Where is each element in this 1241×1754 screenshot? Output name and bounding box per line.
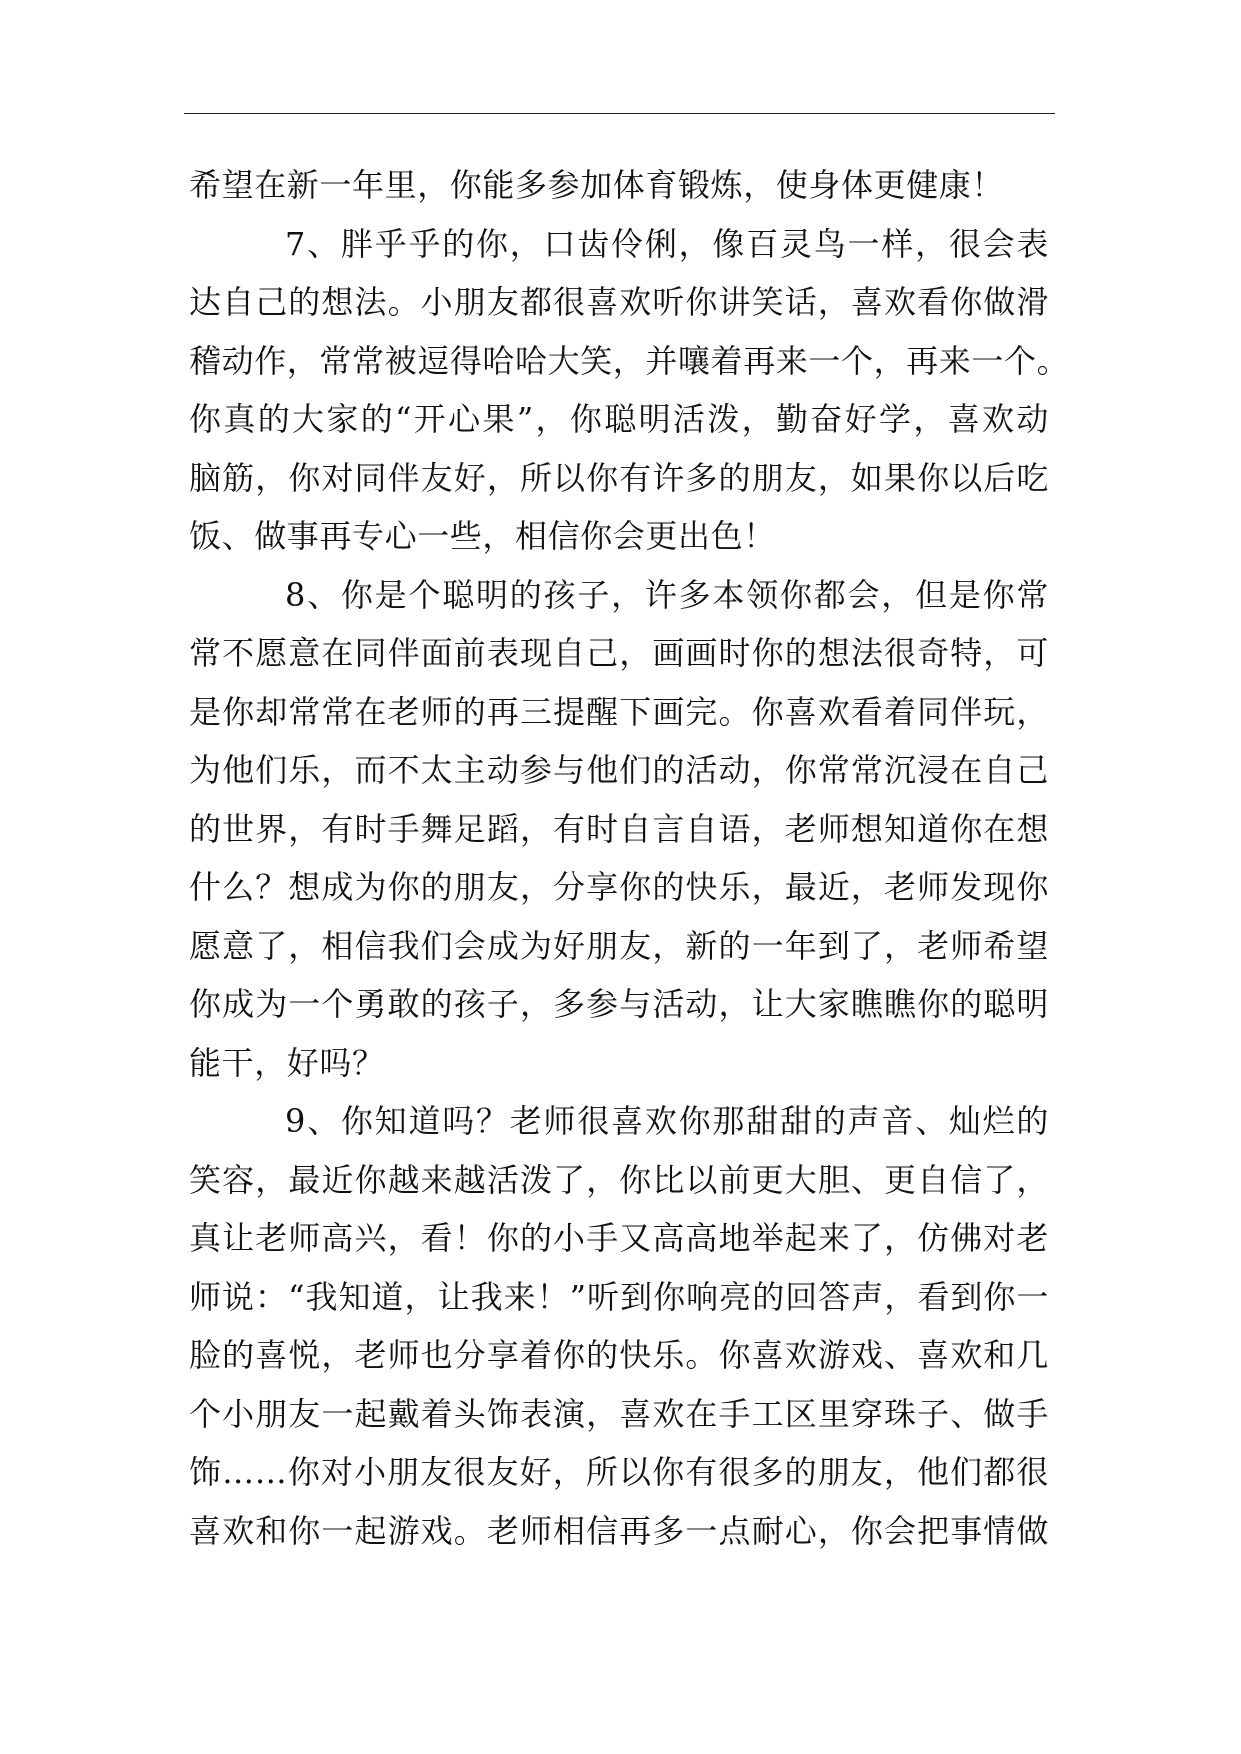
text-line: 师说：“我知道，让我来！”听到你响亮的回答声，看到你一 (189, 1277, 1049, 1316)
text-line: 为他们乐，而不太主动参与他们的活动，你常常沉浸在自己 (189, 751, 1049, 789)
text-line: 什么？想成为你的朋友，分享你的快乐，最近，老师发现你 (189, 868, 1049, 906)
text-line: 愿意了，相信我们会成为好朋友，新的一年到了，老师希望 (189, 926, 1049, 965)
document-body (189, 156, 1070, 1560)
text-line: 笑容，最近你越来越活泼了，你比以前更大胆、更自信了， (189, 1160, 1049, 1199)
text-line: 脑筋，你对同伴友好，所以你有许多的朋友，如果你以后吃 (189, 458, 1049, 497)
text-line: 真让老师高兴，看！你的小手又高高地举起来了，仿佛对老 (189, 1219, 1049, 1257)
header-rule (184, 113, 1055, 114)
text-line: 你成为一个勇敢的孩子，多参与活动，让大家瞧瞧你的聪明 (189, 985, 1049, 1023)
text-line: 脸的喜悦，老师也分享着你的快乐。你喜欢游戏、喜欢和几 (189, 1336, 1049, 1374)
text-line: 达自己的想法。小朋友都很喜欢听你讲笑话，喜欢看你做滑 (189, 283, 1049, 321)
text-line: 的世界，有时手舞足蹈，有时自言自语，老师想知道你在想 (189, 809, 1049, 848)
text-line: 你真的大家的“开心果”，你聪明活泼，勤奋好学，喜欢动 (189, 400, 1049, 438)
text-line: 希望在新一年里，你能多参加体育锻炼，使身体更健康！ (189, 166, 1005, 204)
text-line: 饰……你对小朋友很友好，所以你有很多的朋友，他们都很 (189, 1453, 1049, 1491)
text-line: 常不愿意在同伴面前表现自己，画画时你的想法很奇特，可 (189, 634, 1049, 672)
text-line: 个小朋友一起戴着头饰表演，喜欢在手工区里穿珠子、做手 (189, 1394, 1049, 1433)
text-line: 是你却常常在老师的再三提醒下画完。你喜欢看着同伴玩， (189, 692, 1049, 731)
text-line: 饭、做事再专心一些，相信你会更出色！ (189, 517, 776, 555)
paragraph-7-start: 7、胖乎乎的你，口齿伶俐，像百灵鸟一样，很会表 (285, 224, 1049, 263)
paragraph-8-start: 8、你是个聪明的孩子，许多本领你都会，但是你常 (285, 575, 1049, 614)
text-line: 喜欢和你一起游戏。老师相信再多一点耐心，你会把事情做 (189, 1511, 1049, 1550)
paragraph-9-start: 9、你知道吗？老师很喜欢你那甜甜的声音、灿烂的 (285, 1102, 1049, 1140)
text-line: 稽动作，常常被逗得哈哈大笑，并嚷着再来一个，再来一个。 (189, 341, 1070, 380)
text-line: 能干，好吗？ (189, 1043, 385, 1082)
